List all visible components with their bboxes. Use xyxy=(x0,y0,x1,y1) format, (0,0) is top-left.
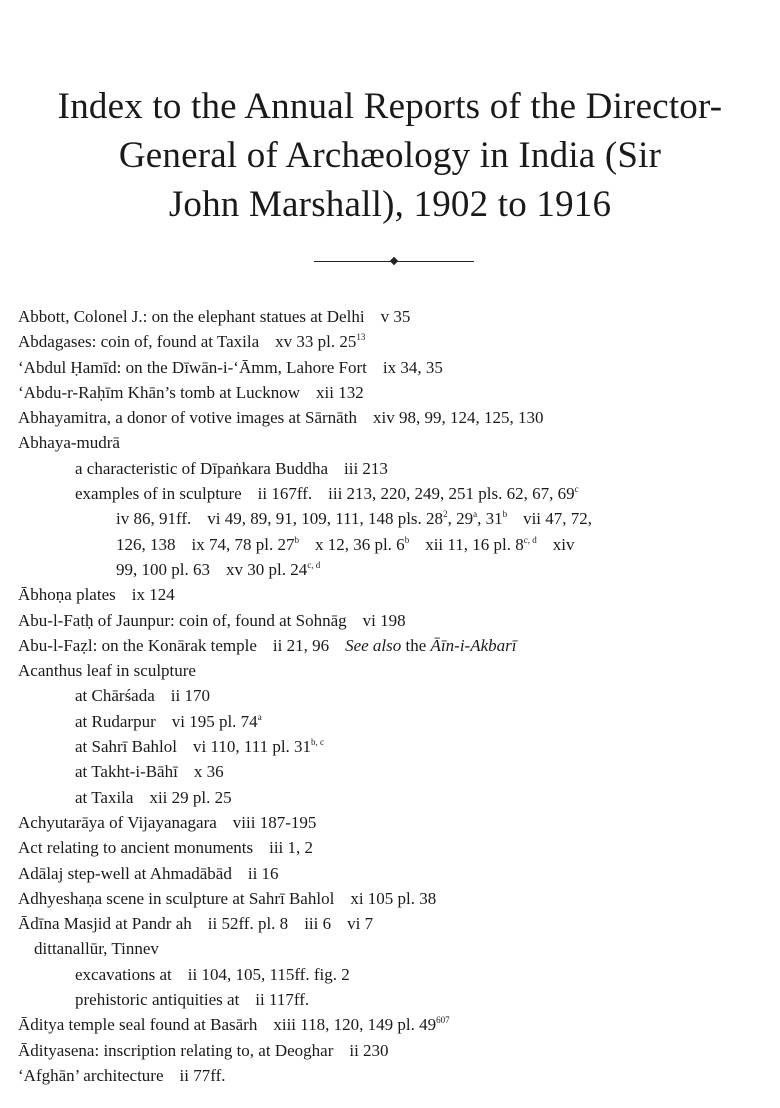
page-reference: xiii 118, 120, 149 pl. 49 xyxy=(273,1015,437,1035)
page-reference: x 12, 36 pl. 6 xyxy=(314,534,405,554)
page-reference: ii 52ff. pl. 8 xyxy=(207,914,289,934)
page-reference: ix 74, 78 pl. 27 xyxy=(191,534,295,554)
entry-text: Abu-l-Faẓl: on the Konārak temple xyxy=(18,635,257,655)
index-entry xyxy=(0,405,780,430)
index-entry xyxy=(0,835,780,860)
superscript: 13 xyxy=(356,332,366,343)
page-reference: vi 195 pl. 74 xyxy=(171,711,258,731)
index-subentry xyxy=(0,683,780,708)
page-reference: ii 167ff. xyxy=(257,484,313,504)
entry-text: at Takht-i-Bāhī xyxy=(75,762,178,782)
superscript: c, d xyxy=(307,559,321,570)
page-reference: xii 29 pl. 25 xyxy=(149,787,232,807)
index-entry xyxy=(0,1012,780,1037)
index-subentry xyxy=(0,759,780,784)
entry-text: prehistoric antiquities at xyxy=(75,990,240,1010)
index-entry xyxy=(0,810,780,835)
superscript: b, c xyxy=(311,737,325,748)
entry-text: Adālaj step-well at Ahmadābād xyxy=(18,863,232,883)
page-reference: ix 124 xyxy=(131,585,175,605)
entry-text: 99, 100 pl. 63 xyxy=(116,559,210,579)
index-entries xyxy=(0,304,780,1088)
index-subentry xyxy=(0,506,780,531)
superscript: a xyxy=(257,711,262,722)
page-reference: ii 21, 96 xyxy=(272,635,330,655)
superscript: c xyxy=(574,484,579,495)
index-entry xyxy=(0,582,780,607)
page-reference: xiv xyxy=(552,534,575,554)
entry-text: Achyutarāya of Vijayanagara xyxy=(18,812,217,832)
index-subentry xyxy=(0,785,780,810)
entry-text: Acanthus leaf in sculpture xyxy=(18,661,196,681)
title-line: John Marshall), 1902 to 1916 xyxy=(168,184,612,225)
italic-text: See also xyxy=(345,635,402,655)
page-reference: ii 230 xyxy=(349,1040,389,1060)
page-reference: vi 198 xyxy=(362,610,406,630)
page-reference: vii 47, 72, xyxy=(523,509,593,529)
superscript: 607 xyxy=(436,1015,450,1026)
index-subentry xyxy=(0,734,780,759)
page-reference: xv 30 pl. 24 xyxy=(225,559,308,579)
page-reference: xii 11, 16 pl. 8 xyxy=(425,534,524,554)
page-reference: ii 117ff. xyxy=(255,990,310,1010)
entry-text: Abhayamitra, a donor of votive images at Sārnāth xyxy=(18,408,357,428)
page-reference: iii 213, 220, 249, 251 pls. 62, 67, 69 xyxy=(328,484,575,504)
index-entry xyxy=(0,430,780,455)
page-reference: ii 170 xyxy=(170,686,210,706)
entry-text: ‘Afghān’ architecture xyxy=(18,1065,164,1085)
entry-text: , 31 xyxy=(477,509,503,529)
page-reference: vi 110, 111 pl. 31 xyxy=(192,737,312,757)
entry-text: , 29 xyxy=(447,509,474,529)
entry-text: Act relating to ancient monuments xyxy=(18,838,254,858)
page-reference: x 36 xyxy=(193,762,224,782)
index-subentry xyxy=(0,962,780,987)
page-reference: ii 104, 105, 115ff. fig. 2 xyxy=(187,964,350,984)
page-reference: iii 213 xyxy=(344,458,388,478)
index-subentry xyxy=(0,987,780,1012)
title-line: Index to the Annual Reports of the Director- xyxy=(57,86,723,127)
entry-text: Āditya temple seal found at Basārh xyxy=(18,1015,258,1035)
index-entry xyxy=(0,355,780,380)
index-subentry xyxy=(0,709,780,734)
index-entry xyxy=(0,886,780,911)
italic-text: Āīn-i-Akbarī xyxy=(430,635,517,655)
page-reference: vi 49, 89, 91, 109, 111, 148 pls. 28 xyxy=(207,509,444,529)
index-entry xyxy=(0,911,780,936)
superscript: 2 xyxy=(443,509,448,520)
entry-text: at Rudarpur xyxy=(75,711,156,731)
entry-text: at Sahrī Bahlol xyxy=(75,737,177,757)
page-reference: v 35 xyxy=(380,307,411,326)
index-entry xyxy=(0,329,780,354)
page-title xyxy=(0,82,780,229)
page-reference: xi 105 pl. 38 xyxy=(350,888,437,908)
entry-text: the xyxy=(401,635,431,655)
superscript: a xyxy=(473,509,478,520)
title-line: General of Archæology in India (Sir xyxy=(118,135,662,176)
index-entry xyxy=(0,380,780,405)
entry-text: Ābhoṇa plates xyxy=(18,585,116,605)
page-reference: ii 77ff. xyxy=(179,1065,226,1085)
entry-text: examples of in sculpture xyxy=(75,484,242,504)
index-entry xyxy=(0,861,780,886)
entry-text: a characteristic of Dīpaṅkara Buddha xyxy=(75,458,328,478)
entry-text: Ādīna Masjid at Pandr ah xyxy=(18,914,192,934)
index-entry xyxy=(0,1038,780,1063)
entry-text: Adhyeshaṇa scene in sculpture at Sahrī Bahlol xyxy=(18,888,335,908)
entry-text: ‘Abdul Ḥamīd: on the Dīwān-i-‘Āmm, Lahore Fort xyxy=(18,357,367,377)
index-entry xyxy=(0,1063,780,1088)
index-entry xyxy=(0,608,780,633)
page-reference: xv 33 pl. 25 xyxy=(275,332,357,352)
page-reference: ix 34, 35 xyxy=(382,357,443,377)
entry-text: Abhaya-mudrā xyxy=(18,433,120,453)
superscript: c, d xyxy=(523,534,537,545)
page-reference: vi 7 xyxy=(347,914,374,934)
index-subentry xyxy=(0,557,780,582)
page-reference: iii 6 xyxy=(304,914,332,934)
entry-text: dittanallūr, Tinnev xyxy=(34,939,159,959)
entry-text: at Chārśada xyxy=(75,686,155,706)
index-entry xyxy=(0,304,780,329)
entry-text: Ādityasena: inscription relating to, at Deoghar xyxy=(18,1040,334,1060)
index-entry xyxy=(0,658,780,683)
page-reference: viii 187-195 xyxy=(232,812,317,832)
page-reference: xiv 98, 99, 124, 125, 130 xyxy=(372,408,544,428)
entry-text: 126, 138 xyxy=(116,534,176,554)
index-subentry xyxy=(0,532,780,557)
index-subentry xyxy=(0,936,780,961)
entry-text: ‘Abdu-r-Raḥīm Khān’s tomb at Lucknow xyxy=(18,382,300,402)
superscript: b xyxy=(294,534,299,545)
superscript: b xyxy=(502,509,508,520)
index-entry xyxy=(0,633,780,658)
diamond-ornament-icon xyxy=(390,257,398,265)
entry-text: iv 86, 91ff. xyxy=(116,509,192,529)
entry-text: at Taxila xyxy=(75,787,134,807)
superscript: b xyxy=(404,534,410,545)
entry-text: excavations at xyxy=(75,964,172,984)
page-reference: iii 1, 2 xyxy=(269,838,314,858)
entry-text: Abu-l-Fatḥ of Jaunpur: coin of, found at Sohnāg xyxy=(18,610,347,630)
page-reference: ii 16 xyxy=(247,863,279,883)
entry-text: Abbott, Colonel J.: on the elephant statues at Delhi xyxy=(18,307,365,326)
index-subentry xyxy=(0,456,780,481)
page-reference: xii 132 xyxy=(316,382,364,402)
entry-text: Abdagases: coin of, found at Taxila xyxy=(18,332,260,352)
index-subentry xyxy=(0,481,780,506)
